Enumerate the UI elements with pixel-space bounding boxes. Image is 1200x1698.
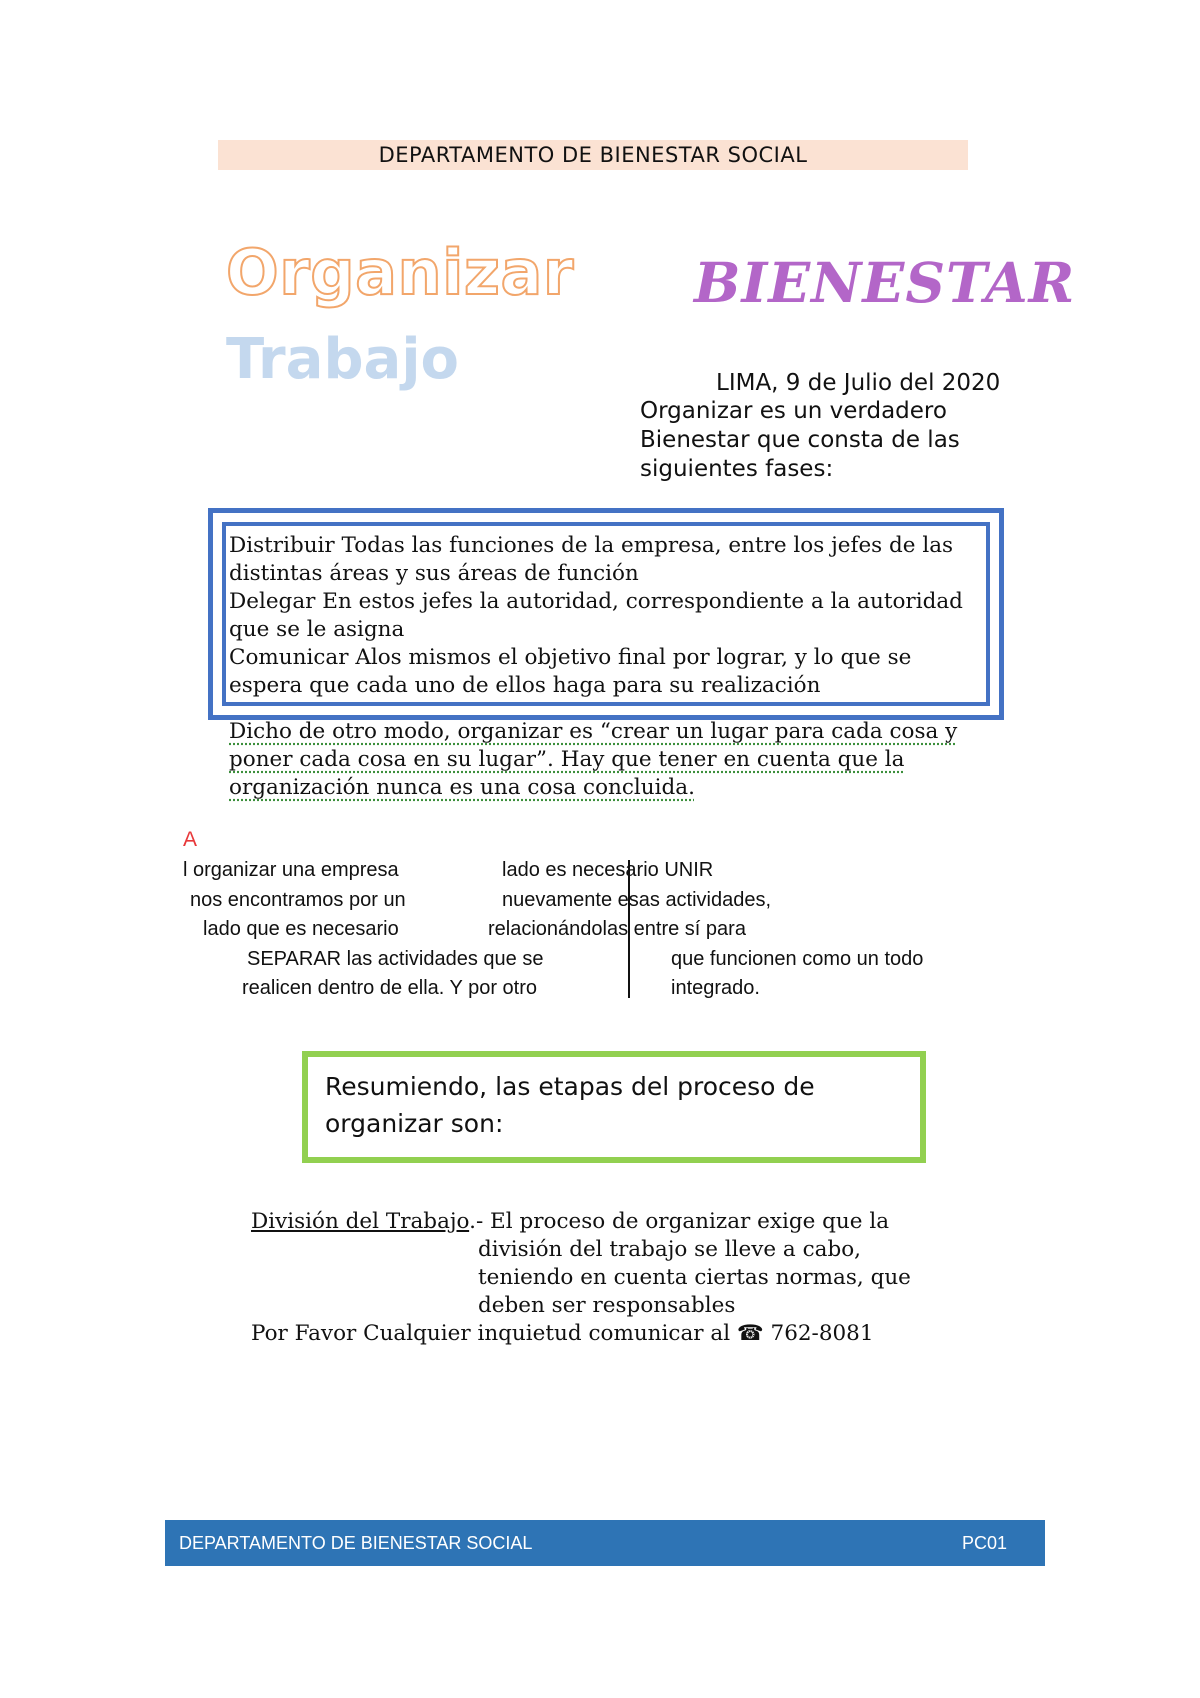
phase-line: Comunicar Alos mismos el objetivo final por lograr, y lo que se: [229, 645, 912, 670]
left-column-line: lado que es necesario: [203, 918, 399, 940]
telephone-icon: ☎: [736, 1321, 764, 1346]
contact-text: Por Favor Cualquier inquietud comunicar al: [251, 1321, 737, 1346]
division-text: .- El proceso de organizar exige que la: [469, 1209, 890, 1234]
division-line: deben ser responsables: [478, 1293, 736, 1318]
title-trabajo: Trabajo: [226, 327, 459, 392]
right-column-line: nuevamente esas actividades,: [502, 889, 772, 911]
division-line: teniendo en cuenta ciertas normas, que: [478, 1265, 911, 1290]
intro-paragraph: [640, 397, 1040, 484]
right-column-line: lado es necesario UNIR: [502, 859, 714, 881]
footer-code: PC01: [961, 1533, 1007, 1553]
footer-department: DEPARTAMENTO DE BIENESTAR SOCIAL: [179, 1533, 533, 1553]
summary-line: organizar son:: [325, 1109, 504, 1138]
summary-text: [325, 1068, 885, 1142]
footer-bar: [165, 1520, 1045, 1566]
division-first-line: [251, 1208, 889, 1236]
phases-list: [229, 532, 989, 700]
right-column-line: integrado.: [671, 977, 760, 999]
division-line: división del trabajo se lleve a cabo,: [478, 1237, 861, 1262]
intro-line: siguientes fases:: [640, 456, 834, 482]
contact-line: [251, 1320, 874, 1348]
left-column-line: l organizar una empresa: [183, 859, 399, 881]
phase-line: Distribuir Todas las funciones de la empresa, entre los jefes de las: [229, 533, 954, 558]
intro-line: Bienestar que consta de las: [640, 427, 960, 453]
phase-line: que se le asigna: [229, 617, 405, 642]
right-column-line: que funcionen como un todo: [671, 948, 924, 970]
phase-line: distintas áreas y sus áreas de función: [229, 561, 639, 586]
division-label: División del Trabajo: [251, 1209, 470, 1234]
dicho-line: organización nunca es una cosa concluida.: [229, 775, 695, 800]
left-column-line: nos encontramos por un: [190, 889, 406, 911]
title-bienestar: BIENESTAR: [694, 250, 1076, 315]
dicho-paragraph: [229, 718, 989, 802]
date-line: LIMA, 9 de Julio del 2020: [716, 370, 1001, 396]
intro-line: Organizar es un verdadero: [640, 398, 947, 424]
department-header: DEPARTAMENTO DE BIENESTAR SOCIAL: [218, 140, 968, 170]
title-organizar: Organizar: [226, 236, 574, 309]
summary-line: Resumiendo, las etapas del proceso de: [325, 1072, 815, 1101]
contact-phone-number: 762-8081: [763, 1321, 874, 1346]
right-column-line: relacionándolas entre sí para: [488, 918, 746, 940]
left-column-line: realicen dentro de ella. Y por otro: [242, 977, 538, 999]
phase-line: espera que cada uno de ellos haga para su realización: [229, 673, 821, 698]
drop-cap-letter: A: [183, 828, 198, 851]
phase-line: Delegar En estos jefes la autoridad, correspondiente a la autoridad: [229, 589, 963, 614]
dicho-line: poner cada cosa en su lugar”. Hay que tener en cuenta que la: [229, 747, 905, 772]
dicho-line: Dicho de otro modo, organizar es “crear un lugar para cada cosa y: [229, 719, 958, 744]
left-column-line: SEPARAR las actividades que se: [247, 948, 544, 970]
